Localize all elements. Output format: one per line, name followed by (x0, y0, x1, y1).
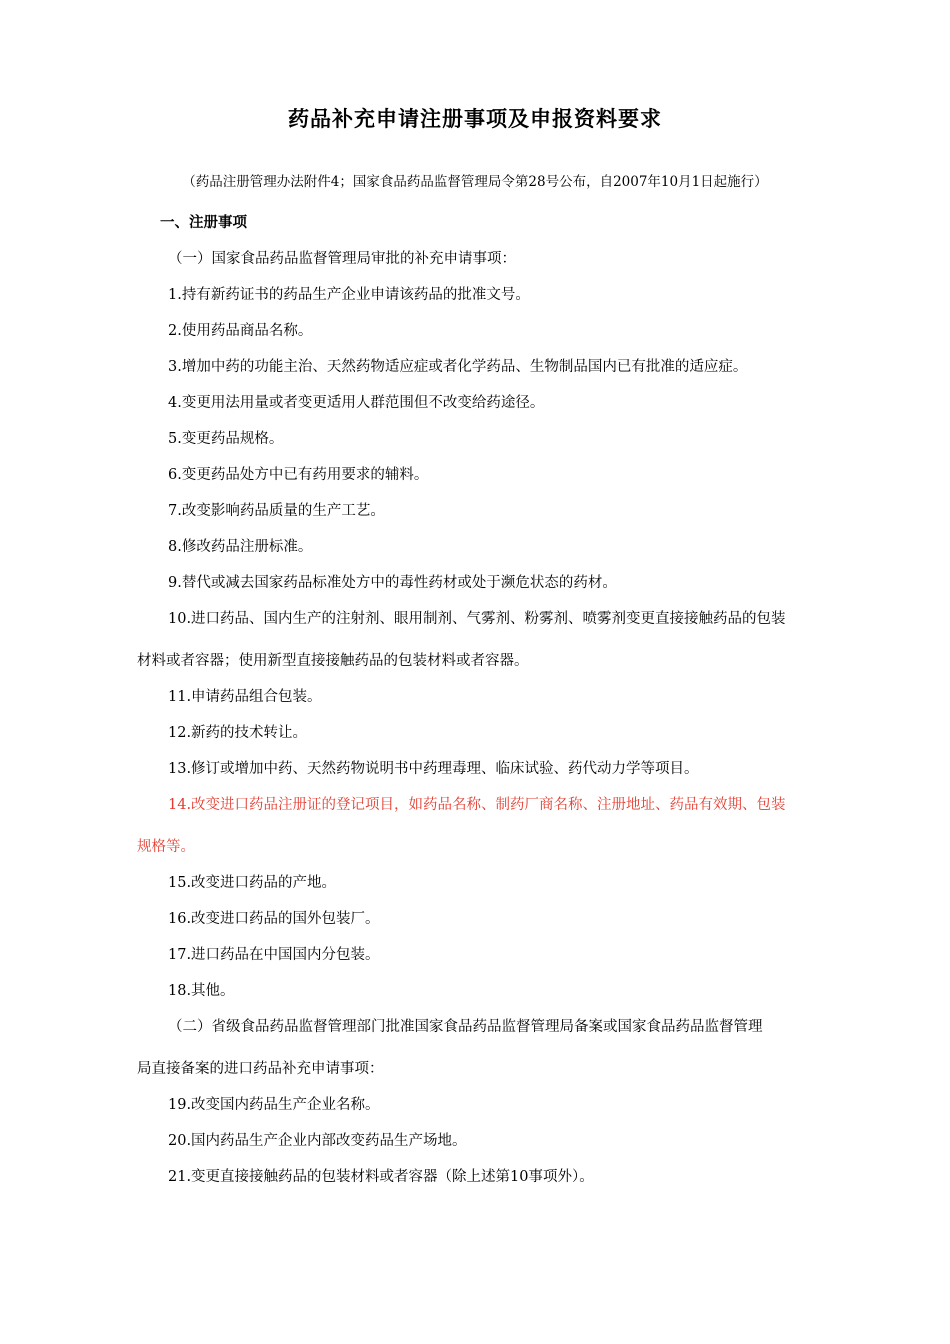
list-item: 6.变更药品处方中已有药用要求的辅料。 (168, 467, 429, 483)
list-item: 12.新药的技术转让。 (168, 725, 308, 741)
list-item: 2.使用药品商品名称。 (168, 323, 313, 339)
list-item: 15.改变进口药品的产地。 (168, 875, 337, 891)
list-item: 20.国内药品生产企业内部改变药品生产场地。 (168, 1133, 467, 1149)
list-item: 3.增加中药的功能主治、天然药物适应症或者化学药品、生物制品国内已有批准的适应症。 (168, 359, 748, 375)
list-item: 19.改变国内药品生产企业名称。 (168, 1097, 380, 1113)
list-item: 11.申请药品组合包装。 (168, 689, 322, 705)
list-item: 7.改变影响药品质量的生产工艺。 (168, 503, 385, 519)
document-title: 药品补充申请注册事项及申报资料要求 (288, 107, 662, 131)
list-item: 5.变更药品规格。 (168, 431, 284, 447)
list-item: 9.替代或减去国家药品标准处方中的毒性药材或处于濒危状态的药材。 (168, 575, 617, 591)
list-item: 16.改变进口药品的国外包装厂。 (168, 911, 380, 927)
highlighted-list-item: 14.改变进口药品注册证的登记项目，如药品名称、制药厂商名称、注册地址、药品有效期、包装 (168, 797, 786, 813)
section-heading-registration-items: 一、注册事项 (160, 215, 247, 231)
subsection-heading-1: （一）国家食品药品监督管理局审批的补充申请事项： (168, 251, 516, 267)
list-item: 18.其他。 (168, 983, 235, 999)
subsection-heading-2-continuation: 局直接备案的进口药品补充申请事项： (137, 1061, 384, 1077)
highlighted-list-item-continuation: 规格等。 (137, 839, 195, 855)
list-item: 10.进口药品、国内生产的注射剂、眼用制剂、气雾剂、粉雾剂、喷雾剂变更直接接触药品的包装 (168, 611, 786, 627)
list-item: 4.变更用法用量或者变更适用人群范围但不改变给药途径。 (168, 395, 545, 411)
list-item: 21.变更直接接触药品的包装材料或者容器（除上述第10事项外）。 (168, 1169, 594, 1185)
list-item: 17.进口药品在中国国内分包装。 (168, 947, 380, 963)
list-item: 13.修订或增加中药、天然药物说明书中药理毒理、临床试验、药代动力学等项目。 (168, 761, 699, 777)
list-item-continuation: 材料或者容器；使用新型直接接触药品的包装材料或者容器。 (137, 653, 529, 669)
list-item: 8.修改药品注册标准。 (168, 539, 313, 555)
list-item: 1.持有新药证书的药品生产企业申请该药品的批准文号。 (168, 287, 530, 303)
document-subtitle: （药品注册管理办法附件4；国家食品药品监督管理局令第28号公布，自2007年10月1日起施行） (182, 174, 768, 190)
subsection-heading-2: （二）省级食品药品监督管理部门批准国家食品药品监督管理局备案或国家食品药品监督管理 (168, 1019, 763, 1035)
